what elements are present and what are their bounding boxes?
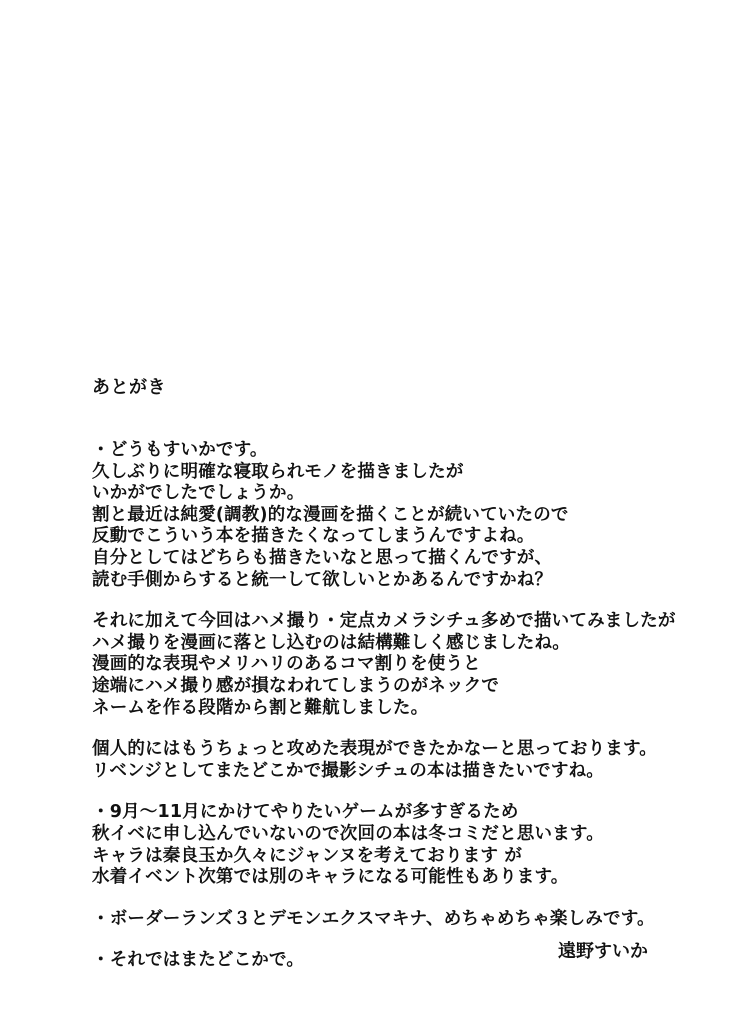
text-line: ・9月～11月にかけてやりたいゲームが多すぎるため [92,802,519,823]
text-line: ハメ撮りを漫画に落とし込むのは結構難しく感じましたね。 [92,632,570,653]
text-line: いかがでしたでしょうか。 [92,483,305,504]
text-line: 漫画的な表現やメリハリのあるコマ割りを使うと [92,654,481,675]
paragraph-2 [92,611,692,719]
text-line: 割と最近は純愛(調教)的な漫画を描くことが続いていたので [92,504,569,525]
paragraph-3 [92,739,692,782]
text-line: ネームを作る段階から割と難航しました。 [92,697,429,718]
text-line: ・ボーダーランズ３とデモンエクスマキナ、めちゃめちゃ楽しみです。 [92,908,655,929]
text-line: キャラは秦良玉か久々にジャンヌを考えております が [92,845,523,866]
text-line: ・それではまたどこかで。 [92,950,305,971]
paragraph-1 [92,440,692,591]
text-line: 読む手側からすると統一して欲しいとかあるんですかね？ [92,569,553,590]
text-line: リベンジとしてまたどこかで撮影シチュの本は描きたいですね。 [92,760,604,781]
text-line: 個人的にはもうちょっと攻めた表現ができたかなーと思っております。 [92,739,657,760]
text-line: 自分としてはどちらも描きたいなと思って描くんですが、 [92,547,553,568]
afterword-section [92,376,692,992]
paragraph-4 [92,802,692,888]
author-signature: 遠野すいか [558,941,648,962]
text-line: 久しぶりに明確な寝取られモノを描きましたが [92,461,464,482]
text-line: 反動でこういう本を描きたくなってしまうんですよね。 [92,526,535,547]
paragraph-5 [92,909,692,931]
text-line: ・どうもすいかです。 [92,440,268,460]
afterword-title: あとがき [92,377,166,398]
text-line: 途端にハメ撮り感が損なわれてしまうのがネックで [92,675,500,696]
text-line: 水着イベント次第では別のキャラになる可能性もあります。 [92,867,569,888]
text-line: それに加えて今回はハメ撮り・定点カメラシチュ多めで描いてみましたが [92,611,676,632]
text-line: 秋イベに申し込んでいないので次回の本は冬コミだと思います。 [92,823,604,844]
